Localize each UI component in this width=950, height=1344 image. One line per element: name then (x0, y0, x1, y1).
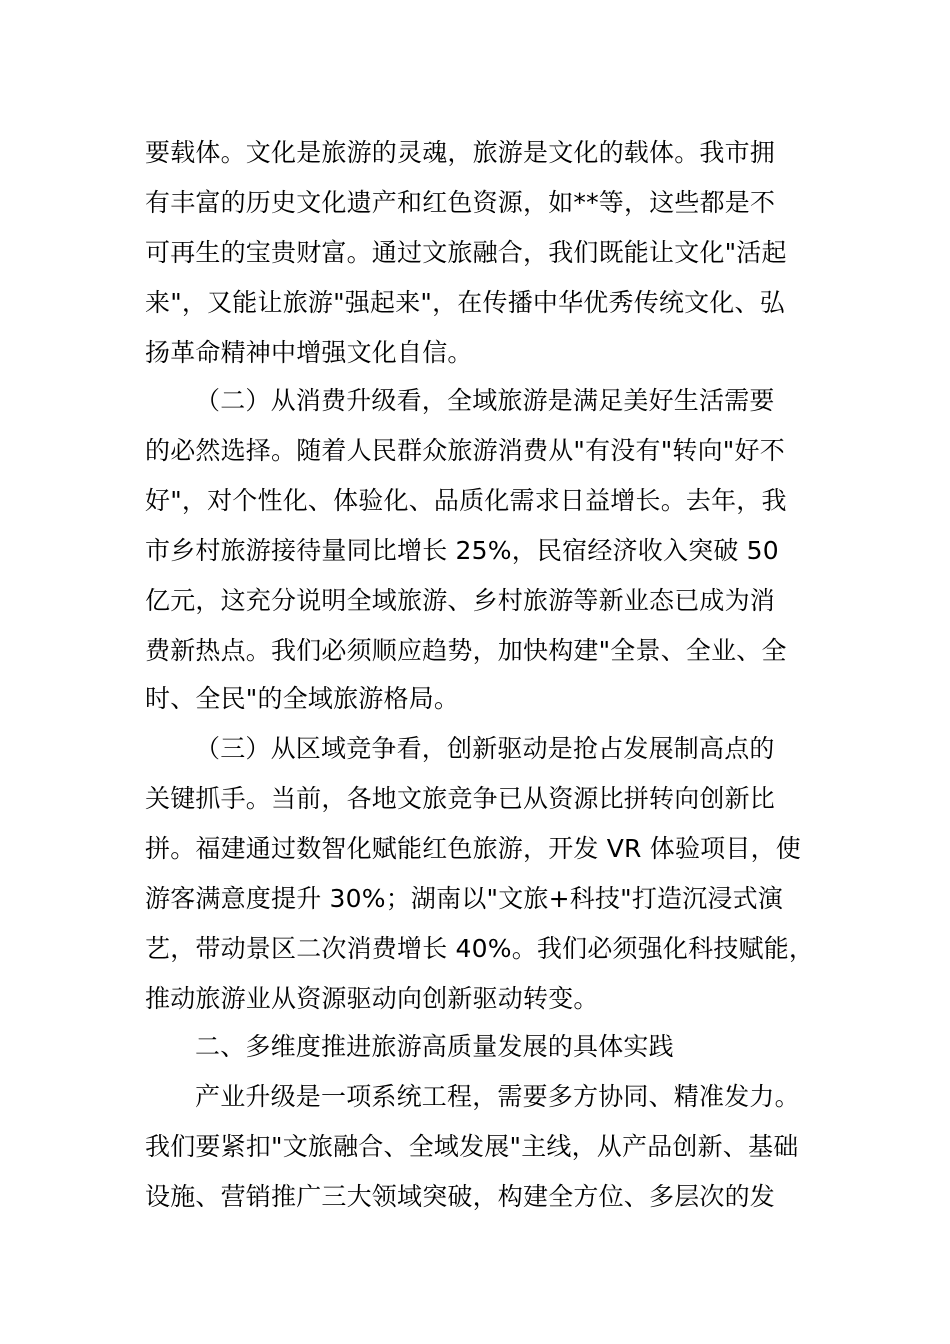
subheading-consumption-upgrade: （二）从消费升级看，全域旅游是满足美好生活需要 (195, 386, 775, 415)
paragraph-line: 推动旅游业从资源驱动向创新驱动转变。 (145, 984, 599, 1013)
paragraph-line: 产业升级是一项系统工程，需要多方协同、精准发力。 (195, 1082, 800, 1111)
paragraph-line: 市乡村旅游接待量同比增长 25%，民宿经济收入突破 50 (145, 536, 779, 565)
paragraph-line: 拼。福建通过数智化赋能红色旅游，开发 VR 体验项目，使 (145, 834, 801, 863)
paragraph-line: 有丰富的历史文化遗产和红色资源，如**等，这些都是不 (145, 188, 776, 217)
paragraph-line: 的必然选择。随着人民群众旅游消费从"有没有"转向"好不 (145, 436, 785, 465)
paragraph-line: 亿元，这充分说明全域旅游、乡村旅游等新业态已成为消 (145, 586, 776, 615)
paragraph-line: 游客满意度提升 30%；湖南以"文旅+科技"打造沉浸式演 (145, 884, 784, 913)
paragraph-line: 时、全民"的全域旅游格局。 (145, 684, 460, 713)
paragraph-line: 费新热点。我们必须顺应趋势，加快构建"全景、全业、全 (145, 636, 787, 665)
paragraph-line: 扬革命精神中增强文化自信。 (145, 338, 473, 367)
subheading-regional-competition: （三）从区域竞争看，创新驱动是抢占发展制高点的 (195, 734, 775, 763)
paragraph-line: 关键抓手。当前，各地文旅竞争已从资源比拼转向创新比 (145, 784, 776, 813)
paragraph-line: 艺，带动景区二次消费增长 40%。我们必须强化科技赋能， (145, 934, 815, 963)
paragraph-line: 我们要紧扣"文旅融合、全域发展"主线，从产品创新、基础 (145, 1132, 799, 1161)
paragraph-line: 要载体。文化是旅游的灵魂，旅游是文化的载体。我市拥 (145, 138, 776, 167)
paragraph-line: 可再生的宝贵财富。通过文旅融合，我们既能让文化"活起 (145, 238, 787, 267)
section-heading: 二、多维度推进旅游高质量发展的具体实践 (195, 1032, 674, 1061)
paragraph-line: 设施、营销推广三大领域突破，构建全方位、多层次的发 (145, 1182, 776, 1211)
paragraph-line: 来"，又能让旅游"强起来"，在传播中华优秀传统文化、弘 (145, 288, 785, 317)
paragraph-line: 好"，对个性化、体验化、品质化需求日益增长。去年，我 (145, 486, 787, 515)
